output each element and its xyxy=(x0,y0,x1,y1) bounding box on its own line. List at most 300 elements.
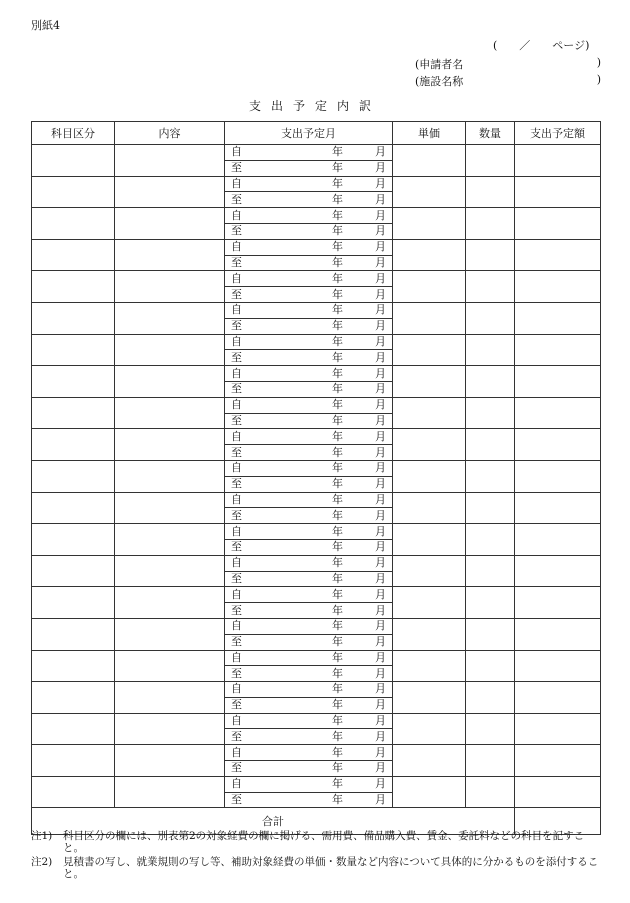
amount-cell[interactable] xyxy=(515,429,601,461)
year-label: 年 xyxy=(332,556,343,570)
month-from-cell[interactable] xyxy=(225,271,393,287)
unit-price-cell[interactable] xyxy=(393,334,466,366)
year-label: 年 xyxy=(332,745,343,759)
unit-price-cell[interactable] xyxy=(393,366,466,398)
amount-cell[interactable] xyxy=(515,397,601,429)
month-to-label: 至 xyxy=(231,571,242,585)
table-row xyxy=(32,555,601,571)
year-label: 年 xyxy=(332,382,343,396)
unit-price-cell[interactable] xyxy=(393,302,466,334)
content-cell[interactable] xyxy=(115,650,225,682)
month-from-label: 自 xyxy=(231,176,242,190)
month-to-label: 至 xyxy=(231,413,242,427)
year-label: 年 xyxy=(332,587,343,601)
unit-price-cell[interactable] xyxy=(393,176,466,208)
year-label: 年 xyxy=(332,682,343,696)
category-cell[interactable] xyxy=(32,745,115,777)
month-to-cell[interactable] xyxy=(225,539,393,555)
amount-cell[interactable] xyxy=(515,302,601,334)
header-content: 内容 xyxy=(115,122,225,145)
year-label: 年 xyxy=(332,761,343,775)
content-cell[interactable] xyxy=(115,239,225,271)
year-label: 年 xyxy=(332,619,343,633)
year-label: 年 xyxy=(332,698,343,712)
month-from-label: 自 xyxy=(231,334,242,348)
document-title: 支出予定内訳 xyxy=(248,99,381,113)
month-to-cell[interactable] xyxy=(225,413,393,429)
table-row xyxy=(32,587,601,603)
quantity-cell[interactable] xyxy=(466,555,515,587)
quantity-cell[interactable] xyxy=(466,366,515,398)
table-row xyxy=(32,366,601,382)
table-row xyxy=(32,302,601,318)
month-label: 月 xyxy=(375,255,386,269)
quantity-cell[interactable] xyxy=(466,524,515,556)
table-row xyxy=(32,271,601,287)
month-to-label: 至 xyxy=(231,224,242,238)
month-from-cell[interactable] xyxy=(225,524,393,540)
month-from-label: 自 xyxy=(231,524,242,538)
content-cell[interactable] xyxy=(115,302,225,334)
month-from-cell[interactable] xyxy=(225,366,393,382)
month-from-label: 自 xyxy=(231,429,242,443)
unit-price-cell[interactable] xyxy=(393,587,466,619)
table-row xyxy=(32,397,601,413)
table-row xyxy=(32,618,601,634)
quantity-cell[interactable] xyxy=(466,208,515,240)
month-to-label: 至 xyxy=(231,603,242,617)
month-from-cell[interactable] xyxy=(225,587,393,603)
quantity-cell[interactable] xyxy=(466,271,515,303)
month-to-label: 至 xyxy=(231,161,242,175)
content-cell[interactable] xyxy=(115,397,225,429)
month-from-label: 自 xyxy=(231,398,242,412)
table-row xyxy=(32,239,601,255)
header-unit-price: 単価 xyxy=(393,122,466,145)
table-row xyxy=(32,460,601,476)
unit-price-cell[interactable] xyxy=(393,460,466,492)
content-cell[interactable] xyxy=(115,524,225,556)
month-to-cell[interactable] xyxy=(225,223,393,239)
month-to-label: 至 xyxy=(231,793,242,807)
year-label: 年 xyxy=(332,334,343,348)
facility-name-field xyxy=(415,73,601,89)
quantity-cell[interactable] xyxy=(466,145,515,177)
month-to-cell[interactable] xyxy=(225,318,393,334)
month-from-cell[interactable] xyxy=(225,745,393,761)
month-to-label: 至 xyxy=(231,761,242,775)
category-cell[interactable] xyxy=(32,650,115,682)
header-planned-amount: 支出予定額 xyxy=(515,122,601,145)
content-cell[interactable] xyxy=(115,618,225,650)
year-label: 年 xyxy=(332,650,343,664)
facility-close-paren: ) xyxy=(596,73,601,86)
category-cell[interactable] xyxy=(32,713,115,745)
amount-cell[interactable] xyxy=(515,271,601,303)
facility-name-label: (施設名称 xyxy=(415,75,464,88)
month-to-cell[interactable] xyxy=(225,160,393,176)
month-label: 月 xyxy=(375,208,386,222)
amount-cell[interactable] xyxy=(515,239,601,271)
month-from-cell[interactable] xyxy=(225,650,393,666)
year-label: 年 xyxy=(332,224,343,238)
year-label: 年 xyxy=(332,413,343,427)
amount-cell[interactable] xyxy=(515,366,601,398)
quantity-cell[interactable] xyxy=(466,682,515,714)
amount-cell[interactable] xyxy=(515,713,601,745)
month-from-cell[interactable] xyxy=(225,460,393,476)
amount-cell[interactable] xyxy=(515,145,601,177)
unit-price-cell[interactable] xyxy=(393,429,466,461)
document-id: 別紙4 xyxy=(31,19,60,32)
month-from-cell[interactable] xyxy=(225,713,393,729)
month-to-cell[interactable] xyxy=(225,350,393,366)
content-cell[interactable] xyxy=(115,366,225,398)
content-cell[interactable] xyxy=(115,460,225,492)
month-from-label: 自 xyxy=(231,366,242,380)
month-label: 月 xyxy=(375,761,386,775)
month-from-cell[interactable] xyxy=(225,397,393,413)
unit-price-cell[interactable] xyxy=(393,492,466,524)
month-to-cell[interactable] xyxy=(225,761,393,777)
content-cell[interactable] xyxy=(115,713,225,745)
table-row xyxy=(32,208,601,224)
month-label: 月 xyxy=(375,398,386,412)
amount-cell[interactable] xyxy=(515,524,601,556)
month-from-label: 自 xyxy=(231,650,242,664)
quantity-cell[interactable] xyxy=(466,713,515,745)
month-from-cell[interactable] xyxy=(225,208,393,224)
amount-cell[interactable] xyxy=(515,587,601,619)
category-cell[interactable] xyxy=(32,271,115,303)
table-row xyxy=(32,713,601,729)
month-to-label: 至 xyxy=(231,445,242,459)
month-label: 月 xyxy=(375,319,386,333)
month-to-cell[interactable] xyxy=(225,192,393,208)
quantity-cell[interactable] xyxy=(466,397,515,429)
month-from-label: 自 xyxy=(231,145,242,159)
month-to-label: 至 xyxy=(231,350,242,364)
amount-cell[interactable] xyxy=(515,460,601,492)
month-label: 月 xyxy=(375,492,386,506)
category-cell[interactable] xyxy=(32,302,115,334)
expenditure-table xyxy=(31,121,601,835)
amount-cell[interactable] xyxy=(515,176,601,208)
month-to-cell[interactable] xyxy=(225,571,393,587)
month-from-cell[interactable] xyxy=(225,176,393,192)
month-to-cell[interactable] xyxy=(225,476,393,492)
month-from-label: 自 xyxy=(231,745,242,759)
year-label: 年 xyxy=(332,508,343,522)
month-from-label: 自 xyxy=(231,587,242,601)
unit-price-cell[interactable] xyxy=(393,650,466,682)
month-label: 月 xyxy=(375,587,386,601)
month-from-cell[interactable] xyxy=(225,682,393,698)
category-cell[interactable] xyxy=(32,208,115,240)
amount-cell[interactable] xyxy=(515,650,601,682)
month-label: 月 xyxy=(375,240,386,254)
month-from-cell[interactable] xyxy=(225,492,393,508)
unit-price-cell[interactable] xyxy=(393,524,466,556)
month-label: 月 xyxy=(375,271,386,285)
note-1 xyxy=(31,830,601,854)
quantity-cell[interactable] xyxy=(466,460,515,492)
month-label: 月 xyxy=(375,556,386,570)
year-label: 年 xyxy=(332,161,343,175)
month-label: 月 xyxy=(375,666,386,680)
month-from-cell[interactable] xyxy=(225,302,393,318)
year-label: 年 xyxy=(332,603,343,617)
year-label: 年 xyxy=(332,524,343,538)
quantity-cell[interactable] xyxy=(466,492,515,524)
content-cell[interactable] xyxy=(115,492,225,524)
content-cell[interactable] xyxy=(115,776,225,808)
year-label: 年 xyxy=(332,255,343,269)
unit-price-cell[interactable] xyxy=(393,555,466,587)
quantity-cell[interactable] xyxy=(466,776,515,808)
month-label: 月 xyxy=(375,682,386,696)
year-label: 年 xyxy=(332,287,343,301)
month-label: 月 xyxy=(375,571,386,585)
year-label: 年 xyxy=(332,445,343,459)
quantity-cell[interactable] xyxy=(466,429,515,461)
unit-price-cell[interactable] xyxy=(393,682,466,714)
month-from-cell[interactable] xyxy=(225,429,393,445)
month-to-label: 至 xyxy=(231,319,242,333)
category-cell[interactable] xyxy=(32,555,115,587)
content-cell[interactable] xyxy=(115,429,225,461)
year-label: 年 xyxy=(332,477,343,491)
year-label: 年 xyxy=(332,240,343,254)
month-to-cell[interactable] xyxy=(225,255,393,271)
quantity-cell[interactable] xyxy=(466,745,515,777)
note-2-label: 注2) xyxy=(31,856,53,868)
month-from-label: 自 xyxy=(231,240,242,254)
month-label: 月 xyxy=(375,445,386,459)
note-1-text: 科目区分の欄には、別表第2の対象経費の欄に掲げる、需用費、備品購入費、賃金、委託料などの科目を記すこと。 xyxy=(63,830,585,854)
notes xyxy=(31,830,601,882)
year-label: 年 xyxy=(332,350,343,364)
category-cell[interactable] xyxy=(32,587,115,619)
category-cell[interactable] xyxy=(32,460,115,492)
unit-price-cell[interactable] xyxy=(393,208,466,240)
category-cell[interactable] xyxy=(32,397,115,429)
table-body xyxy=(32,145,601,835)
table-row xyxy=(32,650,601,666)
header-planned-month: 支出予定月 xyxy=(225,122,393,145)
year-label: 年 xyxy=(332,635,343,649)
note-2 xyxy=(31,856,601,880)
quantity-cell[interactable] xyxy=(466,587,515,619)
unit-price-cell[interactable] xyxy=(393,397,466,429)
category-cell[interactable] xyxy=(32,366,115,398)
amount-cell[interactable] xyxy=(515,776,601,808)
month-label: 月 xyxy=(375,540,386,554)
month-from-cell[interactable] xyxy=(225,239,393,255)
year-label: 年 xyxy=(332,319,343,333)
month-label: 月 xyxy=(375,619,386,633)
month-to-label: 至 xyxy=(231,382,242,396)
month-label: 月 xyxy=(375,650,386,664)
month-to-cell[interactable] xyxy=(225,381,393,397)
content-cell[interactable] xyxy=(115,208,225,240)
month-from-cell[interactable] xyxy=(225,776,393,792)
category-cell[interactable] xyxy=(32,776,115,808)
month-label: 月 xyxy=(375,145,386,159)
category-cell[interactable] xyxy=(32,618,115,650)
month-label: 月 xyxy=(375,224,386,238)
quantity-cell[interactable] xyxy=(466,302,515,334)
month-from-label: 自 xyxy=(231,208,242,222)
unit-price-cell[interactable] xyxy=(393,618,466,650)
month-from-label: 自 xyxy=(231,777,242,791)
month-from-cell[interactable] xyxy=(225,145,393,161)
month-from-label: 自 xyxy=(231,271,242,285)
month-to-label: 至 xyxy=(231,477,242,491)
quantity-cell[interactable] xyxy=(466,334,515,366)
category-cell[interactable] xyxy=(32,429,115,461)
unit-price-cell[interactable] xyxy=(393,745,466,777)
table-row xyxy=(32,524,601,540)
category-cell[interactable] xyxy=(32,492,115,524)
year-label: 年 xyxy=(332,271,343,285)
quantity-cell[interactable] xyxy=(466,239,515,271)
note-1-label: 注1) xyxy=(31,830,53,842)
content-cell[interactable] xyxy=(115,745,225,777)
category-cell[interactable] xyxy=(32,524,115,556)
header-category: 科目区分 xyxy=(32,122,115,145)
month-to-cell[interactable] xyxy=(225,445,393,461)
amount-cell[interactable] xyxy=(515,682,601,714)
amount-cell[interactable] xyxy=(515,555,601,587)
month-to-label: 至 xyxy=(231,729,242,743)
applicant-name-label: (申請者名 xyxy=(415,58,464,71)
month-label: 月 xyxy=(375,334,386,348)
year-label: 年 xyxy=(332,192,343,206)
year-label: 年 xyxy=(332,176,343,190)
total-label: 合計 xyxy=(32,808,515,835)
table-row xyxy=(32,176,601,192)
unit-price-cell[interactable] xyxy=(393,271,466,303)
unit-price-cell[interactable] xyxy=(393,776,466,808)
month-from-cell[interactable] xyxy=(225,555,393,571)
month-from-label: 自 xyxy=(231,303,242,317)
month-to-cell[interactable] xyxy=(225,792,393,808)
category-cell[interactable] xyxy=(32,334,115,366)
month-to-cell[interactable] xyxy=(225,508,393,524)
month-from-label: 自 xyxy=(231,682,242,696)
category-cell[interactable] xyxy=(32,145,115,177)
month-label: 月 xyxy=(375,287,386,301)
month-to-label: 至 xyxy=(231,540,242,554)
note-2-text: 見積書の写し、就業規則の写し等、補助対象経費の単価・数量など内容について具体的に分かるものを添付すること。 xyxy=(63,856,599,880)
month-to-cell[interactable] xyxy=(225,666,393,682)
amount-cell[interactable] xyxy=(515,208,601,240)
year-label: 年 xyxy=(332,666,343,680)
month-label: 月 xyxy=(375,350,386,364)
content-cell[interactable] xyxy=(115,176,225,208)
content-cell[interactable] xyxy=(115,682,225,714)
month-label: 月 xyxy=(375,508,386,522)
month-label: 月 xyxy=(375,745,386,759)
month-to-cell[interactable] xyxy=(225,729,393,745)
year-label: 年 xyxy=(332,540,343,554)
content-cell[interactable] xyxy=(115,334,225,366)
applicant-close-paren: ) xyxy=(596,56,601,69)
month-to-cell[interactable] xyxy=(225,287,393,303)
unit-price-cell[interactable] xyxy=(393,145,466,177)
table-header-row xyxy=(32,122,601,145)
content-cell[interactable] xyxy=(115,555,225,587)
quantity-cell[interactable] xyxy=(466,176,515,208)
month-label: 月 xyxy=(375,729,386,743)
month-label: 月 xyxy=(375,429,386,443)
month-from-cell[interactable] xyxy=(225,334,393,350)
month-from-label: 自 xyxy=(231,461,242,475)
year-label: 年 xyxy=(332,777,343,791)
year-label: 年 xyxy=(332,714,343,728)
month-from-label: 自 xyxy=(231,619,242,633)
month-label: 月 xyxy=(375,477,386,491)
year-label: 年 xyxy=(332,793,343,807)
month-to-label: 至 xyxy=(231,635,242,649)
quantity-cell[interactable] xyxy=(466,618,515,650)
unit-price-cell[interactable] xyxy=(393,713,466,745)
quantity-cell[interactable] xyxy=(466,650,515,682)
month-to-label: 至 xyxy=(231,192,242,206)
category-cell[interactable] xyxy=(32,176,115,208)
month-label: 月 xyxy=(375,635,386,649)
month-to-label: 至 xyxy=(231,287,242,301)
content-cell[interactable] xyxy=(115,587,225,619)
month-to-label: 至 xyxy=(231,255,242,269)
amount-cell[interactable] xyxy=(515,334,601,366)
page-count: ( ／ ページ) xyxy=(493,39,590,52)
year-label: 年 xyxy=(332,145,343,159)
year-label: 年 xyxy=(332,303,343,317)
year-label: 年 xyxy=(332,461,343,475)
amount-cell[interactable] xyxy=(515,618,601,650)
month-label: 月 xyxy=(375,366,386,380)
month-label: 月 xyxy=(375,793,386,807)
month-to-cell[interactable] xyxy=(225,634,393,650)
month-label: 月 xyxy=(375,714,386,728)
content-cell[interactable] xyxy=(115,145,225,177)
month-label: 月 xyxy=(375,777,386,791)
month-from-label: 自 xyxy=(231,556,242,570)
month-label: 月 xyxy=(375,303,386,317)
month-from-cell[interactable] xyxy=(225,618,393,634)
amount-cell[interactable] xyxy=(515,745,601,777)
month-to-cell[interactable] xyxy=(225,603,393,619)
header-quantity: 数量 xyxy=(466,122,515,145)
table-row xyxy=(32,492,601,508)
month-from-label: 自 xyxy=(231,714,242,728)
table-row xyxy=(32,429,601,445)
year-label: 年 xyxy=(332,398,343,412)
month-label: 月 xyxy=(375,192,386,206)
month-label: 月 xyxy=(375,176,386,190)
month-to-cell[interactable] xyxy=(225,697,393,713)
table-row xyxy=(32,745,601,761)
category-cell[interactable] xyxy=(32,682,115,714)
amount-cell[interactable] xyxy=(515,492,601,524)
content-cell[interactable] xyxy=(115,271,225,303)
month-label: 月 xyxy=(375,413,386,427)
category-cell[interactable] xyxy=(32,239,115,271)
unit-price-cell[interactable] xyxy=(393,239,466,271)
month-to-label: 至 xyxy=(231,666,242,680)
